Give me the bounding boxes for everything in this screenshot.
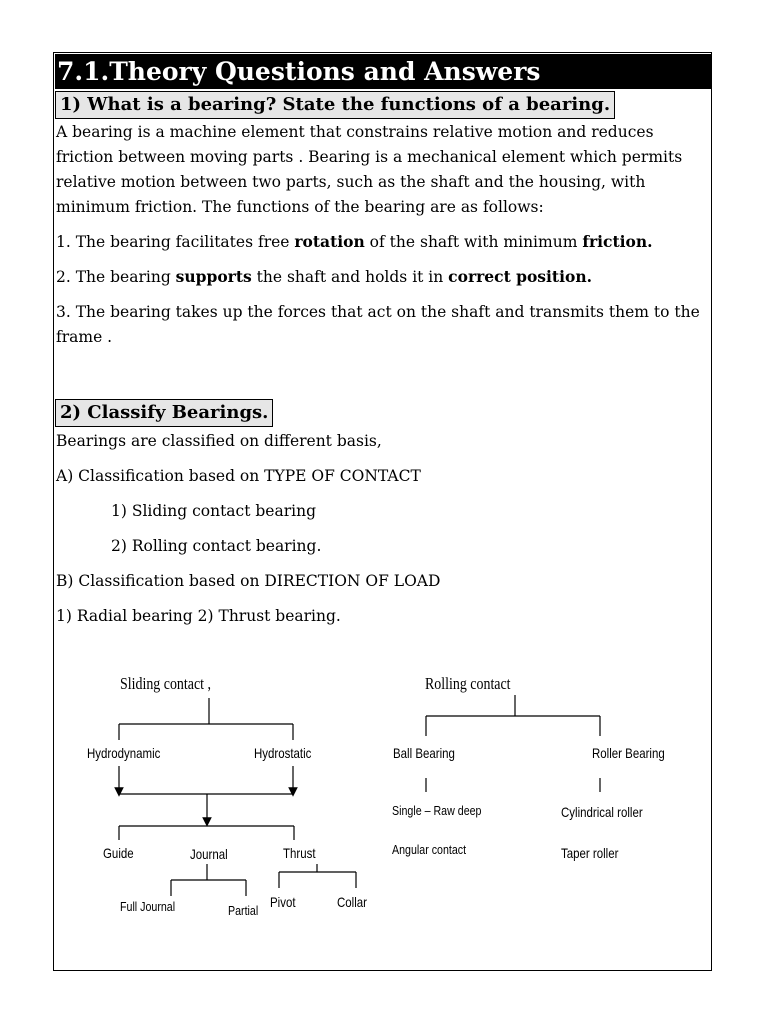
full-journal-label: Full Journal [120,899,176,914]
question-1-intro: A bearing is a machine element that constrains relative motion and reduces friction between moving parts . Bearing is a mechanical element which permits relative motion between two parts, such as the shaft and the housing, with minimum friction. The functions of the bearing are as follows: [56,123,683,216]
sliding-contact-label: Sliding contact , [120,674,211,693]
question-1-heading: 1) What is a bearing? State the functions of a bearing. [55,91,615,119]
rolling-contact-label: Rolling contact [425,674,511,693]
question-2-heading: 2) Classify Bearings. [55,399,273,427]
function-1: 1. The bearing facilitates free rotation of the shaft with minimum friction. [56,232,653,251]
classification-a-item-1: 1) Sliding contact bearing [111,502,316,520]
ball-bearing-label: Ball Bearing [393,745,455,761]
angular-contact-label: Angular contact [392,842,467,857]
classification-intro: Bearings are classified on different basis, [56,432,382,450]
roller-bearing-label: Roller Bearing [592,745,665,761]
thrust-label: Thrust [283,845,316,861]
function-2: 2. The bearing supports the shaft and holds it in correct position. [56,267,592,286]
cylindrical-roller-label: Cylindrical roller [561,804,643,820]
pivot-label: Pivot [270,894,296,910]
hydrodynamic-label: Hydrodynamic [87,745,161,761]
collar-label: Collar [337,894,367,910]
hydrostatic-label: Hydrostatic [254,745,312,761]
single-row-deep-label: Single – Raw deep [392,803,482,818]
partial-label: Partial [228,903,259,918]
classification-a-item-2: 2) Rolling contact bearing. [111,537,322,555]
section-title: 7.1.Theory Questions and Answers [55,54,711,89]
guide-label: Guide [103,845,134,861]
classification-b-heading: B) Classification based on DIRECTION OF LOAD [56,572,441,590]
function-3: 3. The bearing takes up the forces that act on the shaft and transmits them to the frame . [56,303,700,346]
journal-label: Journal [190,846,228,862]
classification-a-heading: A) Classification based on TYPE OF CONTACT [56,467,421,485]
taper-roller-label: Taper roller [561,845,619,861]
classification-b-items: 1) Radial bearing 2) Thrust bearing. [56,607,341,625]
